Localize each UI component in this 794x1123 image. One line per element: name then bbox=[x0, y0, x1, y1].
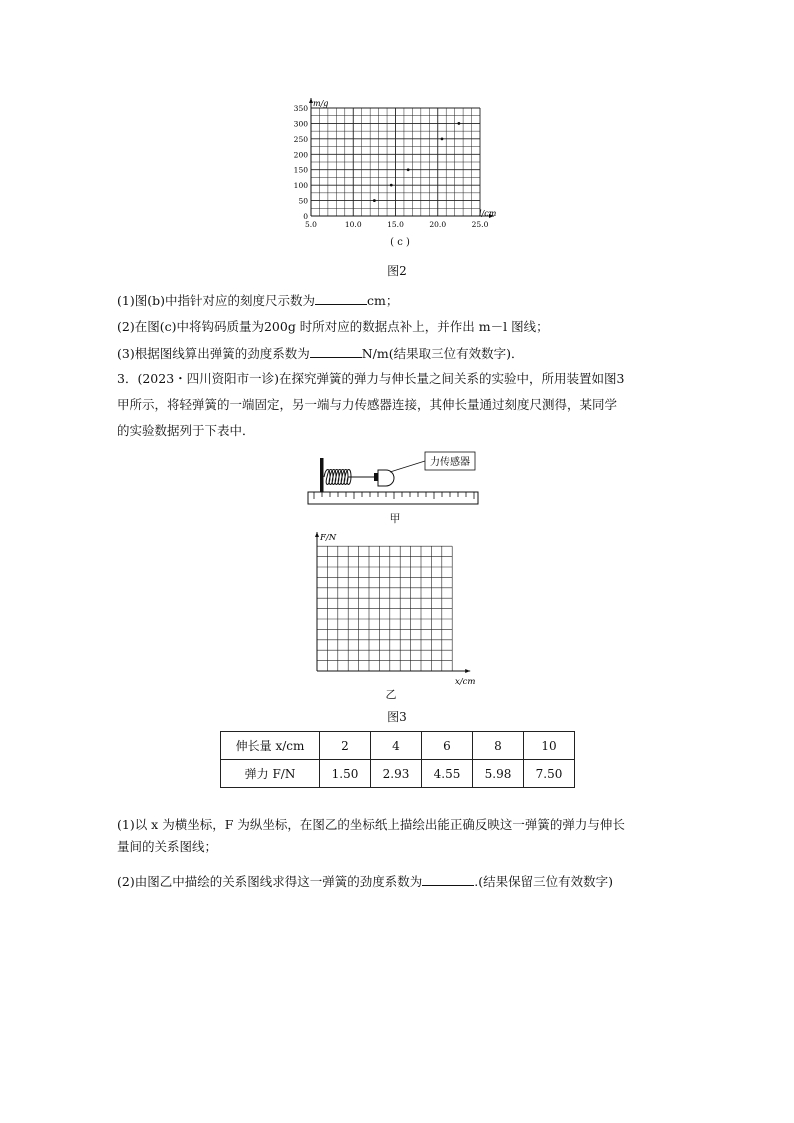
q3-part2-text: (2)由图乙中描绘的关系图线求得这一弹簧的劲度系数为 bbox=[117, 874, 423, 889]
q2-part3 bbox=[117, 345, 523, 362]
y-tick-label: 150 bbox=[293, 165, 308, 175]
y-tick-label: 50 bbox=[298, 196, 308, 206]
graph-label-yi: 乙 bbox=[385, 688, 397, 701]
x-tick-labels bbox=[305, 220, 489, 229]
y-tick-label: 350 bbox=[293, 104, 308, 113]
chart-axes bbox=[309, 98, 494, 218]
x-axis-label: x/cm bbox=[455, 677, 476, 687]
table-cell: 4.55 bbox=[422, 760, 473, 788]
table-cell: 8 bbox=[473, 732, 524, 760]
data-table bbox=[220, 731, 575, 788]
y-axis-label: F/N bbox=[320, 533, 337, 543]
connector bbox=[374, 473, 378, 481]
table-cell: 2.93 bbox=[371, 760, 422, 788]
sensor-callout-line bbox=[390, 461, 425, 472]
answer-blank[interactable] bbox=[310, 345, 362, 358]
x-tick-label: 10.0 bbox=[344, 220, 362, 229]
data-point bbox=[457, 122, 460, 125]
row-header: 弹力 F/N bbox=[221, 760, 320, 788]
q2-part1-unit: cm； bbox=[366, 293, 399, 308]
data-point bbox=[407, 168, 410, 171]
data-point bbox=[390, 184, 393, 187]
x-tick-label: 5.0 bbox=[305, 220, 317, 229]
q2-part2: (2)在图(c)中将钩码质量为200g 时所对应的数据点补上，并作出 m－l 图线； bbox=[117, 319, 549, 334]
force-sensor bbox=[378, 470, 394, 486]
x-axis-arrow bbox=[465, 669, 470, 673]
chart-grid bbox=[311, 108, 480, 216]
graph-grid bbox=[317, 546, 452, 671]
q3-part2-note: .(结果保留三位有效数字) bbox=[474, 874, 613, 889]
y-tick-label: 300 bbox=[293, 119, 308, 129]
q3-intro-line3: 的实验数据列于下表中． bbox=[117, 423, 255, 438]
ruler bbox=[308, 492, 478, 504]
y-tick-labels bbox=[294, 104, 309, 221]
x-tick-label: 25.0 bbox=[471, 220, 489, 229]
table-row bbox=[221, 732, 575, 760]
table-cell: 4 bbox=[371, 732, 422, 760]
q2-part3-unit: N/m(结果取三位有效数字)． bbox=[361, 346, 524, 361]
table-cell: 7.50 bbox=[524, 760, 575, 788]
sensor-label: 力传感器 bbox=[430, 457, 470, 468]
x-axis-label: l/cm bbox=[479, 209, 497, 218]
spring bbox=[324, 470, 374, 485]
graph-axes bbox=[315, 532, 470, 673]
y-tick-label: 100 bbox=[293, 181, 308, 191]
q3-part1-line1: (1)以 x 为横坐标，F 为纵坐标，在图乙的坐标纸上描绘出能正确反映这一弹簧的弹力与伸长 bbox=[117, 817, 625, 832]
answer-blank[interactable] bbox=[422, 873, 474, 886]
apparatus-diagram bbox=[300, 450, 490, 512]
q2-part1-text: (1)图(b)中指针对应的刻度尺示数为 bbox=[117, 293, 315, 308]
data-point bbox=[441, 137, 444, 140]
answer-blank[interactable] bbox=[315, 292, 367, 305]
y-axis-arrow bbox=[315, 532, 319, 537]
q2-part1 bbox=[117, 292, 398, 309]
q3-intro-line2: 甲所示，将轻弹簧的一端固定，另一端与力传感器连接，其伸长量通过刻度尺测得，某同学 bbox=[117, 397, 618, 412]
fixed-wall bbox=[320, 458, 324, 492]
table-cell: 5.98 bbox=[473, 760, 524, 788]
figure-3-graph bbox=[300, 528, 490, 690]
figure-2-caption: 图2 bbox=[387, 264, 407, 278]
apparatus-label-jia: 甲 bbox=[389, 512, 401, 525]
data-point bbox=[373, 199, 376, 202]
x-tick-label: 15.0 bbox=[387, 220, 404, 229]
table-cell: 6 bbox=[422, 732, 473, 760]
y-axis-label: m/g bbox=[313, 99, 329, 108]
row-header: 伸长量 x/cm bbox=[221, 732, 320, 760]
q3-part2 bbox=[117, 873, 613, 890]
q3-part1 bbox=[117, 812, 687, 860]
q3-intro-line1: 3．(2023・四川资阳市一诊)在探究弹簧的弹力与伸长量之间关系的实验中，所用装置如图3 bbox=[117, 371, 625, 386]
y-tick-label: 0 bbox=[303, 212, 308, 221]
table-cell: 10 bbox=[524, 732, 575, 760]
table-cell: 2 bbox=[320, 732, 371, 760]
table-cell: 1.50 bbox=[320, 760, 371, 788]
y-tick-label: 250 bbox=[293, 134, 308, 144]
x-tick-label: 20.0 bbox=[429, 220, 447, 229]
figure-2c-subcaption: ( c ) bbox=[390, 237, 410, 248]
y-tick-label: 200 bbox=[293, 150, 308, 160]
q2-part3-text: (3)根据图线算出弹簧的劲度系数为 bbox=[117, 346, 310, 361]
q3-part1-line2: 量间的关系图线； bbox=[117, 839, 218, 854]
table-row bbox=[221, 760, 575, 788]
figure-3-caption: 图3 bbox=[387, 710, 407, 724]
figure-2c-chart bbox=[285, 93, 515, 243]
